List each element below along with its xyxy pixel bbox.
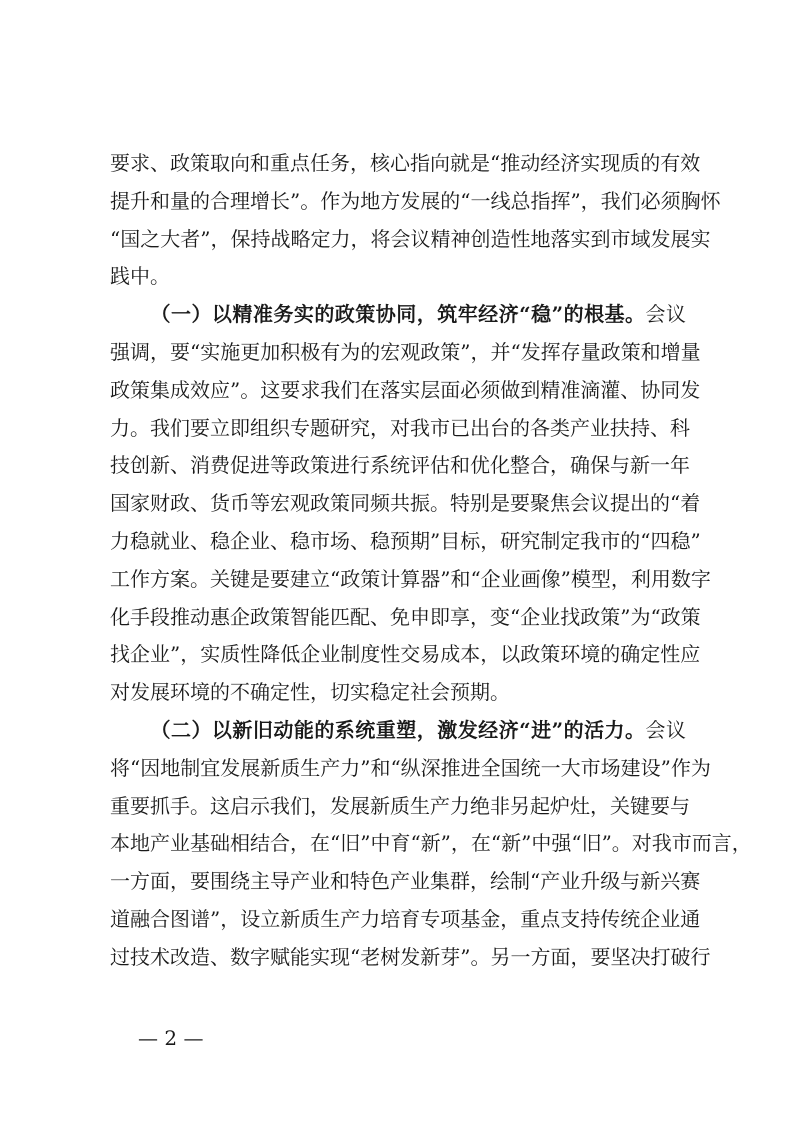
text-line: 重要抓手。这启示我们，发展新质生产力绝非另起炉灶，关键要与 (110, 793, 690, 818)
text-line: “国之大者”，保持战略定力，将会议精神创造性地落实到市域发展实 (110, 226, 711, 251)
section-heading-2: （二）以新旧动能的系统重塑，激发经济“进”的活力。 (150, 717, 646, 742)
text-fragment: 会议 (645, 717, 686, 742)
section-heading-line (110, 296, 686, 334)
text-line: 践中。 (110, 264, 170, 289)
text-line: 技创新、消费促进等政策进行系统评估和优化整合，确保与新一年 (110, 453, 690, 478)
text-line: 提升和量的合理增长”。作为地方发展的“一线总指挥”，我们必须胸怀 (110, 188, 721, 213)
text-line: 对发展环境的不确定性，切实稳定社会预期。 (110, 680, 510, 705)
text-line: 道融合图谱”，设立新质生产力培育专项基金，重点支持传统企业通 (110, 906, 701, 931)
text-line: 工作方案。关键是要建立“政策计算器”和“企业画像”模型，利用数字 (110, 566, 711, 591)
text-line: 化手段推动惠企政策智能匹配、免申即享，变“企业找政策”为“政策 (110, 604, 701, 629)
text-line: 一方面，要围绕主导产业和特色产业集群，绘制“产业升级与新兴赛 (110, 869, 701, 894)
text-line: 本地产业基础相结合，在“旧”中育“新”，在“新”中强“旧”。对我市而言， (110, 831, 752, 856)
text-line: 力稳就业、稳企业、稳市场、稳预期”目标，研究制定我市的“四稳” (110, 528, 701, 553)
text-line: 过技术改造、数字赋能实现“老树发新芽”。另一方面，要坚决打破行 (110, 944, 711, 969)
text-line: 国家财政、货币等宏观政策同频共振。特别是要聚焦会议提出的“着 (110, 491, 701, 516)
text-line: 强调，要“实施更加积极有为的宏观政策”，并“发挥存量政策和增量 (110, 339, 701, 364)
section-heading-1: （一）以精准务实的政策协同，筑牢经济“稳”的根基。 (150, 302, 646, 327)
text-line: 政策集成效应”。这要求我们在落实层面必须做到精准滴灌、协同发 (110, 377, 701, 402)
text-fragment: 会议 (645, 302, 686, 327)
body-text (110, 145, 752, 977)
section-heading-line (110, 712, 686, 750)
text-line: 找企业”，实质性降低企业制度性交易成本，以政策环境的确定性应 (110, 642, 701, 667)
page-number: — 2 — (138, 1026, 204, 1050)
text-line: 力。我们要立即组织专题研究，对我市已出台的各类产业扶持、科 (110, 415, 690, 440)
text-line: 将“因地制宜发展新质生产力”和“纵深推进全国统一大市场建设”作为 (110, 755, 711, 780)
text-line: 要求、政策取向和重点任务，核心指向就是“推动经济实现质的有效 (110, 151, 701, 175)
